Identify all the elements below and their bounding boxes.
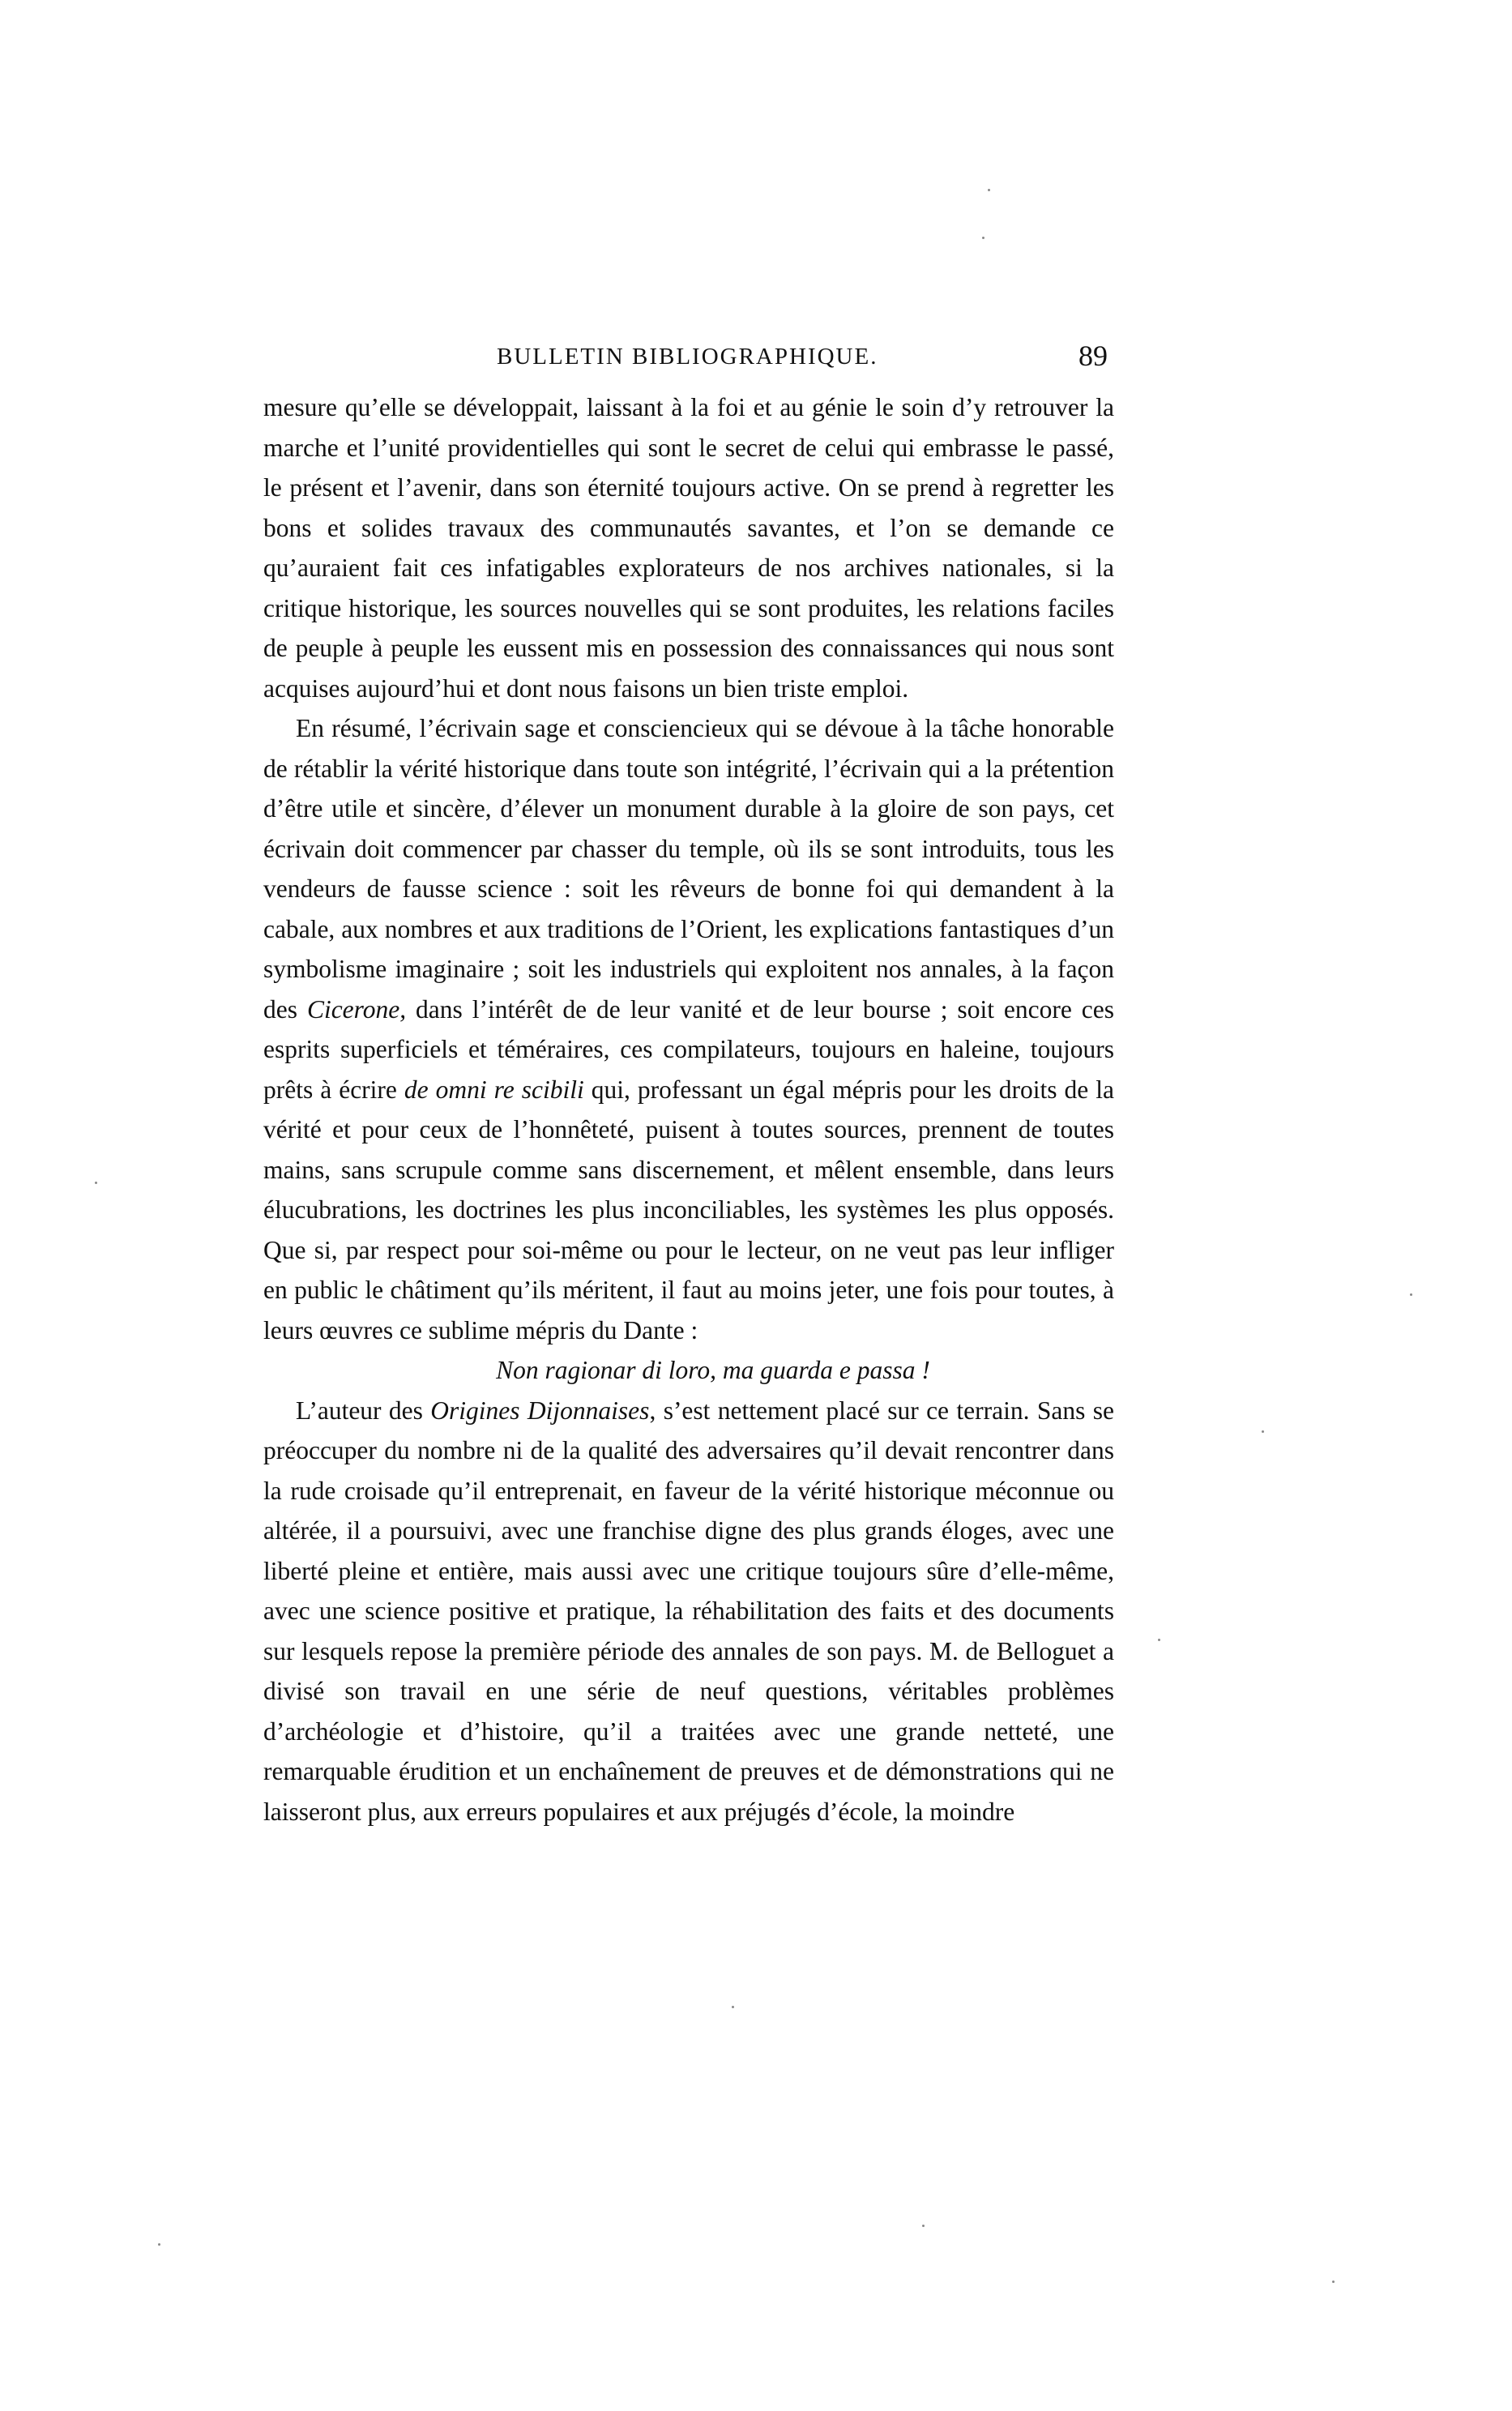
page-number: 89: [1078, 340, 1108, 372]
scan-speck: [95, 1182, 97, 1184]
paragraph-3: [263, 1391, 1114, 1832]
dante-quote: Non ragionar di loro, ma guarda e passa !: [496, 1356, 930, 1384]
scan-speck: [1158, 1639, 1160, 1641]
scan-speck: [982, 237, 985, 239]
scan-speck: [732, 2006, 734, 2008]
scan-speck: [158, 2243, 160, 2246]
book-title: Origines Dijonnaises: [430, 1396, 650, 1425]
body-text: [263, 387, 1114, 1832]
paragraph-2: [263, 708, 1114, 1350]
scan-speck: [1410, 1293, 1412, 1296]
scan-speck: [922, 2225, 925, 2227]
paragraph-3-part-a: L’auteur des: [296, 1396, 431, 1425]
latin-phrase: de omni re scibili: [404, 1075, 584, 1104]
paragraph-2-part-a: En résumé, l’écrivain sage et consciencieux qui se dévoue à la tâche honorable de rétablir la vérité historique dans toute son intégrité, l’écrivain qui a la prétention d’être utile et sincère, d’élever un monument durable à la gloire de son pays, cet écrivain doit commencer par chasser du temple, où ils se sont introduits, tous les vendeurs de fausse science : soit les rêveurs de bonne foi qui demandent à la cabale, aux nombres et aux traditions de l’Orient, les explications fantastiques d’un symbolisme imaginaire ; soit les industriels qui exploitent nos annales, à la façon des: [263, 714, 1114, 1024]
scan-speck: [988, 189, 990, 191]
page-header: [263, 339, 1114, 379]
paragraph-3-part-b: , s’est nettement placé sur ce terrain. Sans se préoccuper du nombre ni de la qualité des adversaires qu’il devait rencontrer dans la rude croisade qu’il entreprenait, en faveur de la vérité historique méconnue ou altérée, il a poursuivi, avec une franchise digne des plus grands éloges, avec une liberté pleine et entière, mais aussi avec une critique toujours sûre d’elle-même, avec une science positive et pratique, la réhabilitation des faits et des documents sur lesquels repose la première période des annales de son pays. M. de Belloguet a divisé son travail en une série de neuf questions, véritables problèmes d’archéologie et d’histoire, qu’il a traitées avec une grande netteté, une remarquable érudition et un enchaînement de preuves et de démonstrations qui ne laisseront plus, aux erreurs populaires et aux préjugés d’école, la moindre: [263, 1396, 1114, 1826]
running-title: BULLETIN BIBLIOGRAPHIQUE.: [497, 344, 878, 370]
paragraph-2-part-c: qui, professant un égal mépris pour les droits de la vérité et pour ceux de l’honnêteté, puisent à toutes sources, prennent de toutes mains, sans scrupule comme sans discernement, et mêlent ensemble, dans leurs élucubrations, les doctrines les plus inconciliables, les systèmes les plus opposés. Que si, par respect pour soi-même ou pour le lecteur, on ne veut pas leur infliger en public le châtiment qu’ils méritent, il faut au moins jeter, une fois pour toutes, à leurs œuvres ce sublime mépris du Dante :: [263, 1075, 1114, 1344]
scan-speck: [1332, 2281, 1335, 2283]
paragraph-2-part-b: dans l’intérêt de de leur vanité et de leur bourse ; soit encore ces esprits superficiels et téméraires, ces compilateurs, toujours en haleine, toujours prêts à écrire: [263, 994, 1114, 1104]
cicerone-term: Cicerone,: [306, 994, 407, 1024]
paragraph-1: mesure qu’elle se développait, laissant à la foi et au génie le soin d’y retrouver la marche et l’unité providentielles qui sont le secret de celui qui embrasse le passé, le présent et l’avenir, dans son éternité toujours active. On se prend à regretter les bons et solides travaux des communautés savantes, et l’on se demande ce qu’auraient fait ces infatigables explorateurs de nos archives nationales, si la critique historique, les sources nouvelles qui se sont produites, les relations faciles de peuple à peuple les eussent mis en possession des connaissances qui nous sont acquises aujourd’hui et dont nous faisons un bien triste emploi.: [263, 393, 1114, 703]
scan-speck: [1262, 1430, 1264, 1433]
